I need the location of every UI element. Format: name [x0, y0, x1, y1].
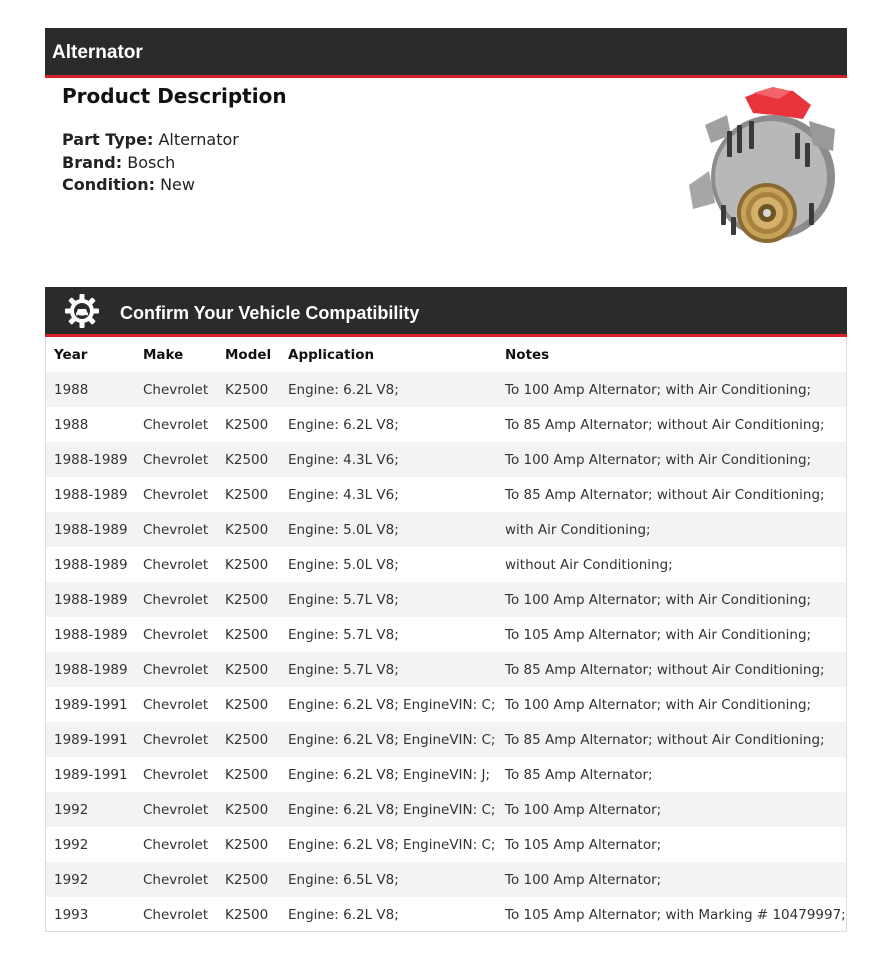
cell-notes: To 85 Amp Alternator; without Air Conditioning; — [505, 486, 825, 503]
table-row — [46, 862, 846, 897]
cell-make: Chevrolet — [135, 442, 217, 477]
cell-notes: To 105 Amp Alternator; with Marking # 10479997; — [505, 906, 846, 923]
product-description-heading: Product Description — [62, 84, 287, 108]
cell-notes: without Air Conditioning; — [505, 556, 673, 573]
cell-application: Engine: 4.3L V6; — [280, 442, 497, 477]
cell-model: K2500 — [217, 862, 280, 897]
cell-year: 1988-1989 — [46, 652, 135, 687]
cell-year: 1988-1989 — [54, 486, 128, 503]
cell-application: Engine: 6.2L V8; EngineVIN: C; — [280, 792, 497, 827]
column-header-notes: Notes — [505, 346, 550, 363]
spec-brand — [62, 152, 239, 175]
cell-application: Engine: 6.2L V8; — [280, 372, 497, 407]
cell-model: K2500 — [225, 906, 269, 923]
table-row — [46, 827, 846, 862]
table-row — [46, 687, 846, 722]
compatibility-title: Confirm Your Vehicle Compatibility — [120, 303, 420, 323]
cell-year: 1988-1989 — [46, 512, 135, 547]
column-header-year: Year — [54, 346, 88, 363]
spec-label: Brand: — [62, 152, 123, 172]
cell-notes: To 85 Amp Alternator; without Air Conditioning; — [505, 416, 825, 433]
table-row — [46, 442, 846, 477]
cell-year: 1988-1989 — [46, 442, 135, 477]
table-row — [46, 512, 846, 547]
cell-notes: To 85 Amp Alternator; without Air Conditioning; — [497, 652, 846, 687]
compatibility-table-container — [45, 337, 847, 932]
cell-year: 1989-1991 — [54, 766, 128, 783]
cell-make: Chevrolet — [143, 696, 209, 713]
cell-notes: To 100 Amp Alternator; with Air Conditioning; — [497, 372, 846, 407]
cell-notes: To 100 Amp Alternator; with Air Conditioning; — [505, 696, 812, 713]
cell-notes: with Air Conditioning; — [497, 512, 846, 547]
cell-model: K2500 — [225, 556, 269, 573]
table-row — [46, 757, 846, 792]
column-header-model: Model — [225, 346, 272, 363]
cell-make: Chevrolet — [143, 416, 209, 433]
spec-value: Bosch — [127, 152, 176, 172]
cell-make: Chevrolet — [135, 722, 217, 757]
cell-make: Chevrolet — [143, 906, 209, 923]
cell-year: 1992 — [54, 836, 89, 853]
cell-model: K2500 — [217, 442, 280, 477]
cell-application: Engine: 6.2L V8; EngineVIN: J; — [288, 766, 491, 783]
cell-make: Chevrolet — [143, 766, 209, 783]
cell-make: Chevrolet — [135, 862, 217, 897]
cell-model: K2500 — [217, 652, 280, 687]
column-header-application: Application — [288, 346, 375, 363]
table-row — [46, 897, 846, 932]
cell-model: K2500 — [225, 416, 269, 433]
cell-application: Engine: 6.2L V8; — [288, 906, 399, 923]
column-header-make: Make — [143, 346, 184, 363]
cell-year: 1988 — [46, 372, 135, 407]
table-row — [46, 372, 846, 407]
spec-value: Alternator — [158, 130, 239, 149]
spec-label: Part Type: — [62, 130, 154, 149]
cell-application: Engine: 5.0L V8; — [280, 512, 497, 547]
cell-year: 1989-1991 — [54, 696, 128, 713]
cell-model: K2500 — [217, 792, 280, 827]
cell-model: K2500 — [225, 626, 269, 643]
cell-year: 1988 — [54, 416, 89, 433]
table-row — [46, 407, 846, 442]
cell-make: Chevrolet — [143, 486, 209, 503]
cell-model: K2500 — [217, 372, 280, 407]
cell-model: K2500 — [217, 582, 280, 617]
table-row — [46, 617, 846, 652]
cell-model: K2500 — [225, 766, 269, 783]
alternator-image — [675, 85, 845, 255]
cell-application: Engine: 6.2L V8; EngineVIN: C; — [288, 696, 496, 713]
cell-application: Engine: 6.2L V8; EngineVIN: C; — [280, 722, 497, 757]
cell-notes: To 85 Amp Alternator; without Air Conditioning; — [497, 722, 846, 757]
page-title: Alternator — [52, 42, 143, 63]
cell-year: 1992 — [46, 792, 135, 827]
cell-model: K2500 — [225, 836, 269, 853]
cell-notes: To 100 Amp Alternator; — [497, 862, 846, 897]
cell-year: 1989-1991 — [46, 722, 135, 757]
table-header-row — [46, 337, 846, 372]
cell-year: 1988-1989 — [54, 556, 128, 573]
table-row — [46, 547, 846, 582]
table-row — [46, 652, 846, 687]
table-row — [46, 477, 846, 512]
cell-application: Engine: 5.7L V8; — [280, 582, 497, 617]
cell-application: Engine: 6.2L V8; EngineVIN: C; — [288, 836, 496, 853]
cell-make: Chevrolet — [143, 836, 209, 853]
cell-model: K2500 — [217, 512, 280, 547]
cell-application: Engine: 6.2L V8; — [288, 416, 399, 433]
cell-model: K2500 — [225, 486, 269, 503]
cell-make: Chevrolet — [143, 626, 209, 643]
cell-make: Chevrolet — [135, 582, 217, 617]
cell-application: Engine: 5.7L V8; — [280, 652, 497, 687]
cell-make: Chevrolet — [143, 556, 209, 573]
cell-notes: To 105 Amp Alternator; with Air Conditioning; — [505, 626, 812, 643]
cell-make: Chevrolet — [135, 372, 217, 407]
cell-application: Engine: 5.7L V8; — [288, 626, 399, 643]
cell-year: 1988-1989 — [46, 582, 135, 617]
cell-model: K2500 — [225, 696, 269, 713]
cell-notes: To 85 Amp Alternator; — [505, 766, 653, 783]
spec-part-type — [62, 129, 239, 152]
gear-car-icon — [64, 293, 100, 329]
spec-value: New — [160, 175, 195, 194]
cell-application: Engine: 6.5L V8; — [280, 862, 497, 897]
cell-notes: To 105 Amp Alternator; — [505, 836, 662, 853]
compatibility-table — [46, 337, 846, 932]
cell-application: Engine: 4.3L V6; — [288, 486, 399, 503]
table-row — [46, 582, 846, 617]
cell-make: Chevrolet — [135, 512, 217, 547]
product-specs — [62, 129, 239, 197]
cell-notes: To 100 Amp Alternator; — [497, 792, 846, 827]
page-header-bar — [45, 28, 847, 78]
cell-application: Engine: 5.0L V8; — [288, 556, 399, 573]
compatibility-header-bar — [45, 287, 847, 337]
cell-year: 1993 — [54, 906, 89, 923]
cell-make: Chevrolet — [135, 652, 217, 687]
spec-condition — [62, 174, 239, 197]
table-row — [46, 722, 846, 757]
cell-notes: To 100 Amp Alternator; with Air Conditioning; — [497, 442, 846, 477]
cell-year: 1988-1989 — [54, 626, 128, 643]
table-row — [46, 792, 846, 827]
cell-make: Chevrolet — [135, 792, 217, 827]
cell-notes: To 100 Amp Alternator; with Air Conditioning; — [497, 582, 846, 617]
cell-year: 1992 — [46, 862, 135, 897]
spec-label: Condition: — [62, 175, 155, 194]
cell-model: K2500 — [217, 722, 280, 757]
